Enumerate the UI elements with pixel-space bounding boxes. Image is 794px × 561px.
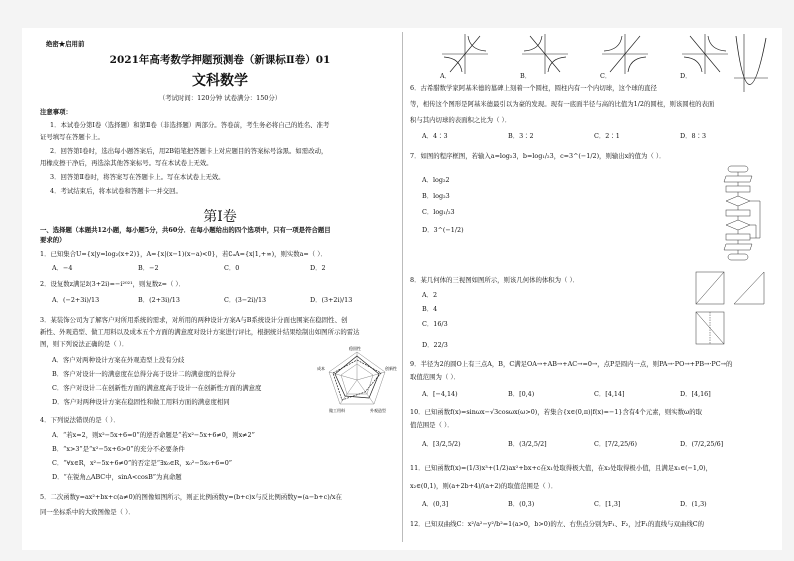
- q11-option-b: B．(0,3): [508, 500, 535, 508]
- parabola-figure: [732, 32, 770, 94]
- graph-option-d: [680, 32, 730, 76]
- q7-option-c: C．log₁/₂3: [422, 208, 455, 216]
- question-11-line2: x₂∈(0,1)，则(a+2b+4)/(a+2)的取值范围是（ ）．: [410, 482, 558, 490]
- question-9-line1: 9．半径为2的圆O上有三点A，B，C满足OA→+AB→+AC→=0→，点P是圆内一点，则PA→·PO→+PB→·PC→的: [410, 360, 733, 368]
- q3-option-d: D．客户对两种设计方案在稳固性和做工用料方面的满意度相同: [52, 398, 230, 406]
- radar-label-appearance: 外观造型: [370, 408, 386, 413]
- question-11-line1: 11．已知函数f(x)=(1/3)x³+(1/2)ax²+bx+c在x₁处取得极大值，在x₂处取得极小值，且满足x₁∈(−1,0)，: [410, 464, 712, 472]
- q2-option-c: C．(3−2i)/13: [224, 296, 267, 304]
- question-2: 2．设复数z满足z̄(3+2i)=−i²⁰²¹，则复数z=（ ）．: [40, 280, 185, 288]
- q6-option-b: B．3∶2: [508, 132, 534, 140]
- radar-chart: [315, 344, 400, 416]
- exam-sheet: [22, 28, 782, 550]
- q10-option-b: B．(3/2,5/2]: [508, 440, 547, 448]
- q10-option-c: C．[7/2,25/6): [594, 440, 637, 448]
- section-title: 第Ⅰ卷: [203, 209, 237, 225]
- graph-option-a: [440, 32, 490, 76]
- question-3-line2: 新性、外观造型、做工用料以及成本五个方面的满意度对设计方案进行评比，根据统计结果绘制出如图所示的雷达: [40, 328, 360, 336]
- exam-title: 2021年高考数学押题预测卷（新课标Ⅱ卷）01: [109, 54, 331, 66]
- note-2b: 用橡皮擦干净后，再选涂其他答案标号。写在本试卷上无效。: [40, 159, 213, 167]
- subject-title: 文科数学: [192, 73, 248, 89]
- q8-option-c: C．16/3: [422, 320, 448, 328]
- q4-option-c: C．“∀x∈R，x²−5x+6≠0”的否定是“∃x₀∈R，x₀²−5x₀+6=0”: [52, 459, 233, 467]
- q6-option-d: D．8∶3: [680, 132, 707, 140]
- q9-option-a: A．[−4,14): [422, 390, 458, 398]
- question-3-line3: 图，则下列说法正确的是（ ）．: [40, 340, 129, 348]
- graph-label-c: C．: [600, 72, 612, 80]
- radar-label-material: 做工用料: [329, 408, 345, 413]
- q11-option-c: C．[1,3]: [594, 500, 621, 508]
- q3-option-a: A．客户对两种设计方案在外观造型上没有分歧: [52, 356, 185, 364]
- q10-option-d: D．(7/2,25/6]: [680, 440, 724, 448]
- q1-option-b: B．−2: [138, 264, 159, 272]
- section-instruction-2: 要求的）: [40, 236, 66, 244]
- radar-label-stability: 稳固性: [349, 346, 361, 351]
- exam-info: （考试时间：120分钟 试卷满分：150分）: [158, 94, 282, 102]
- q8-option-b: B．4: [422, 305, 438, 313]
- q8-option-a: A．2: [422, 291, 438, 299]
- radar-label-innovation: 创新性: [385, 366, 397, 371]
- question-6-line3: 积与其内切球的表面积之比为（ ）．: [410, 116, 512, 124]
- question-5-line1: 5．二次函数y=ax²+bx+c(a≠0)的图像如图所示，则正比例函数y=(b+c)x与反比例函数y=(a−b+c)/x在: [40, 493, 342, 501]
- column-divider: [402, 32, 403, 542]
- q1-option-d: D．2: [310, 264, 326, 272]
- q7-option-b: B．log₂3: [422, 192, 450, 200]
- q6-option-a: A．4∶3: [422, 132, 448, 140]
- question-12: 12．已知双曲线C：x²/a²−y²/b²=1(a>0，b>0)的左、右焦点分别为F₁、F₂，过F₁的直线与双曲线C的: [410, 520, 705, 528]
- question-6-line2: 等，相传这个图形是阿基米德最引以为豪的发现。现有一底面半径与高的比值为1/2的圆柱，则该圆柱的表面: [410, 100, 715, 108]
- q6-option-c: C．2∶1: [594, 132, 620, 140]
- graph-label-b: B．: [520, 72, 532, 80]
- graph-option-c: [600, 32, 650, 76]
- three-view-figure: [692, 268, 768, 350]
- question-8: 8．某几何体的三视图如图所示，则该几何体的体积为（ ）．: [410, 276, 580, 284]
- question-4: 4．下列说法错误的是（ ）．: [40, 416, 120, 424]
- q3-option-b: B．客户对设计一的满意度在总得分高于设计二的满意度的总得分: [52, 370, 236, 378]
- note-4: 4．考试结束后，将本试卷和答题卡一并交回。: [50, 187, 182, 195]
- q11-option-d: D．(1,3): [680, 500, 707, 508]
- question-10-line1: 10．已知函数f(x)=sinωx−√3cosωx(ω>0)，若集合{x∈(0,π)|f(x)=−1}含有4个元素，则实数ω的取: [410, 408, 703, 416]
- graph-label-a: A．: [440, 72, 452, 80]
- note-1a: 1．本试卷分第Ⅰ卷（选择题）和第Ⅱ卷（非选择题）两部分。答卷前，考生务必将自己的姓名、准考: [50, 121, 330, 129]
- note-3: 3．回答第Ⅱ卷时，将答案写在答题卡上。写在本试卷上无效。: [50, 173, 225, 181]
- q7-option-a: A．log₂2: [422, 176, 450, 184]
- flowchart-figure: [710, 164, 768, 266]
- note-2a: 2．回答第Ⅰ卷时，选出每小题答案后，用2B铅笔把答题卡上对应题目的答案标号涂黑。如需改动，: [50, 147, 328, 155]
- section-instruction-1: 一、选择题（本题共12小题，每小题5分，共60分．在每小题给出的四个选项中，只有一项是符合题目: [40, 226, 331, 234]
- q9-option-b: B．[0,4): [508, 390, 535, 398]
- question-10-line2: 值范围是（ ）．: [410, 421, 454, 429]
- q7-option-d: D．3^(−1/2): [422, 226, 464, 234]
- radar-label-cost: 成本: [317, 366, 325, 371]
- q1-option-c: C．0: [224, 264, 240, 272]
- question-1: 1．已知集合U={x|y=log₂(x+2)}，A={x|(x−1)(x−a)<0}，若∁ᵤA={x|1,+∞)，则实数a=（ ）．: [40, 250, 327, 258]
- note-1b: 证号填写在答题卡上。: [40, 133, 104, 141]
- q4-option-d: D．“在锐角△ABC中，sinA<cosB”为真命题: [52, 473, 182, 481]
- q2-option-b: B．(2+3i)/13: [138, 296, 180, 304]
- q9-option-c: C．[4,14]: [594, 390, 625, 398]
- graph-label-d: D．: [680, 72, 692, 80]
- question-9-line2: 取值范围为（ ）．: [410, 373, 460, 381]
- q3-option-c: C．客户对设计二在创新性方面的满意度高于设计一在创新性方面的满意度: [52, 384, 262, 392]
- q4-option-a: A．“若x=2，则x²−5x+6=0”的逆否命题是“若x²−5x+6≠0，则x≠2”: [52, 431, 255, 439]
- question-5-line2: 同一坐标系中的大致图像是（ ）．: [40, 508, 135, 516]
- q4-option-b: B．“x>3”是“x²−5x+6>0”的充分不必要条件: [52, 445, 185, 453]
- q11-option-a: A．(0,3]: [422, 500, 449, 508]
- graph-option-b: [520, 32, 570, 76]
- question-3-line1: 3．某装饰公司为了解客户对所用系统的需求，对所用的两种设计方案A与B系统设计分面也围案在稳固性、创: [40, 316, 348, 324]
- q2-option-a: A．(−2+3i)/13: [52, 296, 100, 304]
- question-7: 7．如图的程序框图，若输入a=log₂3，b=log₁/₂3，c=3^(−1/2)，则输出x的值为（ ）．: [410, 152, 666, 160]
- notes-heading: 注意事项：: [40, 108, 72, 116]
- q2-option-d: D．(3+2i)/13: [310, 296, 353, 304]
- question-6-line1: 6．古希腊数学家阿基米德的墓碑上刻着一个圆柱，圆柱内有一个内切球，这个球的直径: [410, 84, 657, 92]
- q1-option-a: A．−4: [52, 264, 73, 272]
- secret-label: 绝密★启用前: [46, 40, 85, 48]
- q10-option-a: A．[3/2,5/2): [422, 440, 461, 448]
- q8-option-d: D．22/3: [422, 341, 448, 349]
- q9-option-d: D．[4,16]: [680, 390, 711, 398]
